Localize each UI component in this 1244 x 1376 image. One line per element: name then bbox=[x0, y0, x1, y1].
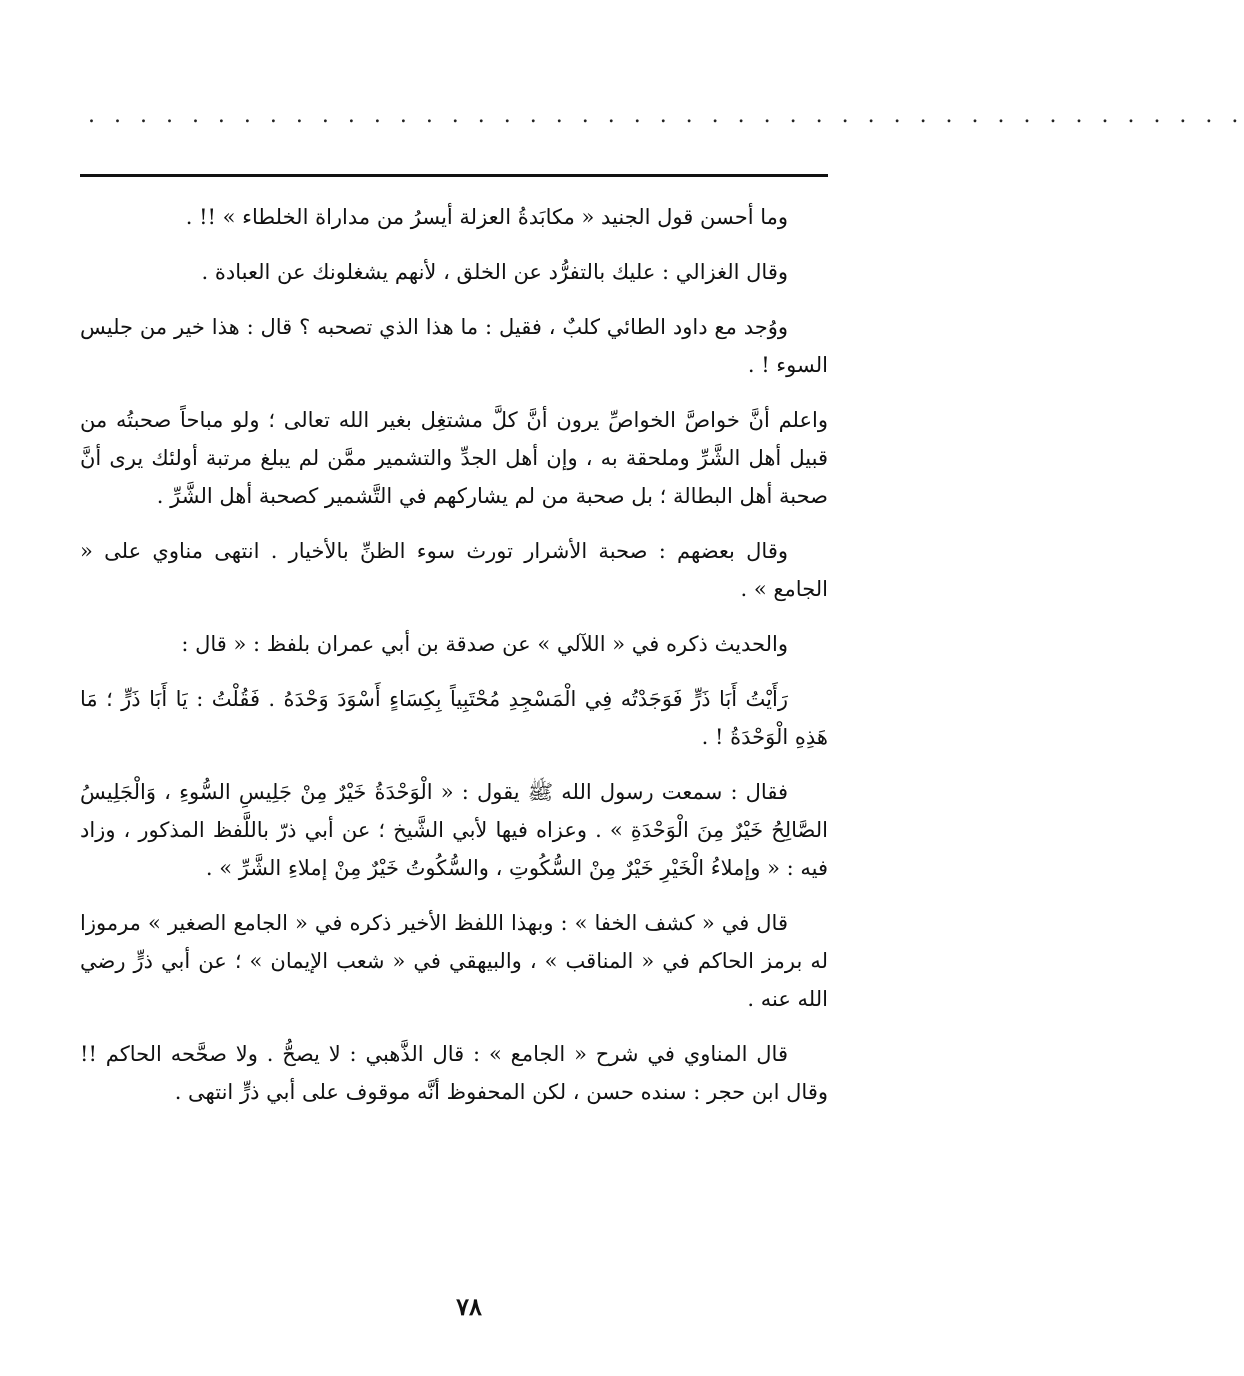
paragraph-junaid-quote: وما أحسن قول الجنيد « مكابَدةُ العزلة أيسرُ من مداراة الخلطاء » !! . bbox=[185, 205, 788, 229]
paragraph-ashrar: وقال بعضهم : صحبة الأشرار تورث سوء الظنِّ بالأخيار . انتهى مناوي على « الجامع » . bbox=[80, 539, 828, 601]
paragraph-ghazali-quote: وقال الغزالي : عليك بالتفرُّد عن الخلق ، لأنهم يشغلونك عن العبادة . bbox=[201, 260, 788, 284]
paragraph-dawud-tai: ووُجد مع داود الطائي كلبٌ ، فقيل : ما هذا الذي تصحبه ؟ قال : هذا خير من جليس السوء ! . bbox=[80, 315, 828, 377]
paragraph-kashf-khafa: قال في « كشف الخفا » : وبهذا اللفظ الأخير ذكره في « الجامع الصغير » مرموزا له برمز الحاكم في « المناقب » ، والبيهقي في « شعب الإيمان » ؛ عن أبي ذرٍّ رضي الله عنه . bbox=[80, 911, 828, 1011]
paragraph-munawi-sharh: قال المناوي في شرح « الجامع » : قال الذَّهبي : لا يصحُّ . ولا صحَّحه الحاكم !! وقال ابن حجر : سنده حسن ، لكن المحفوظ أنَّه موقوف على أبي ذرٍّ انتهى . bbox=[80, 1042, 828, 1104]
paragraph-hadith-text: رَأَيْتُ أَبَا ذَرٍّ فَوَجَدْتُه فِي الْمَسْجِدِ مُحْتَبِياً بِكِسَاءٍ أَسْوَدَ وَحْدَهُ . فَقُلْتُ : يَا أَبَا ذَرٍّ ؛ مَا هَذِهِ الْوَحْدَةُ ! . bbox=[80, 687, 828, 749]
header-rule bbox=[80, 174, 828, 177]
page-number: ٧٨ bbox=[456, 1292, 482, 1321]
header-dotted-line: . . . . . . . . . . . . . . . . . . . . . . . . . . . . . . . . . . . . . . . . . . . . . bbox=[88, 103, 1244, 128]
paragraph-hadith-intro: والحديث ذكره في « اللآلي » عن صدقة بن أبي عمران بلفظ : « قال : bbox=[181, 632, 788, 656]
paragraph-hadith-saying: فقال : سمعت رسول الله ﷺ يقول : « الْوَحْدَةُ خَيْرٌ مِنْ جَلِيسِ السُّوءِ ، وَالْجَلِيسُ الصَّالِحُ خَيْرٌ مِنَ الْوَحْدَةِ » . وعزاه فيها لأبي الشَّيخ ؛ عن أبي ذرّ باللَّفظ المذكور ، وزاد فيه : « وإملاءُ الْخَيْرِ خَيْرٌ مِنْ السُّكُوتِ ، والسُّكُوتُ خَيْرٌ مِنْ إملاءِ الشَّرِّ » . bbox=[80, 780, 828, 880]
page-body bbox=[80, 198, 828, 1128]
paragraph-khawas: واعلم أنَّ خواصَّ الخواصِّ يرون أنَّ كلَّ مشتغِل بغير الله تعالى ؛ ولو مباحاً صحبتُه من قبيل أهل الشَّرِّ وملحقة به ، وإن أهل الجدِّ والتشمير ممَّن لم يبلغ مرتبة أولئك يرى أنَّ صحبة أهل البطالة ؛ بل صحبة من لم يشاركهم في التَّشمير كصحبة أهل الشَّرِّ . bbox=[80, 408, 828, 508]
